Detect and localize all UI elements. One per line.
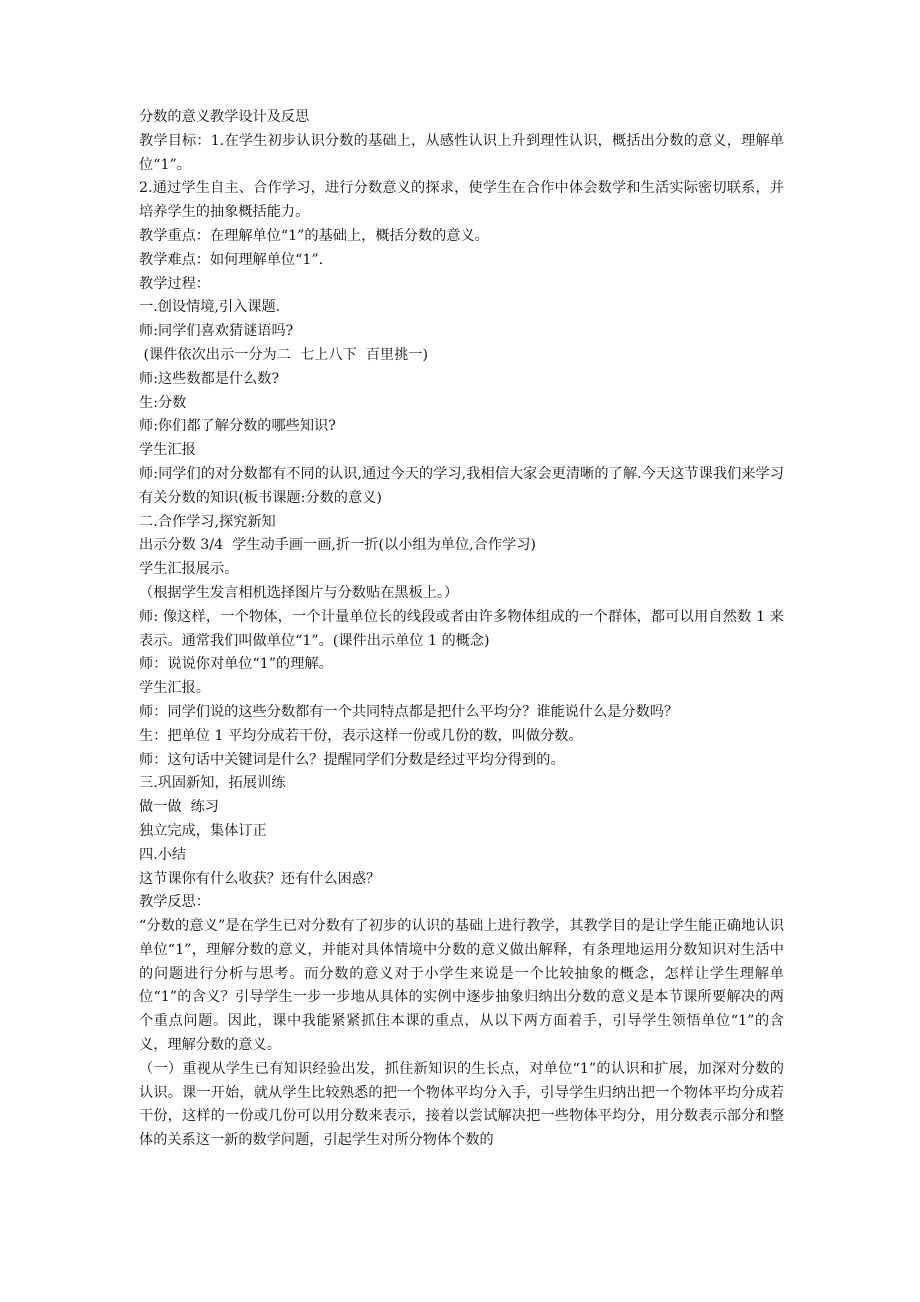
dialogue-line: 师：这句话中关键词是什么？提醒同学们分数是经过平均分得到的。: [139, 751, 565, 768]
exercise-line: 做一做 练习: [139, 799, 219, 816]
reflection-heading: 教学反思：: [139, 894, 210, 911]
section-heading-2: 二.合作学习,探究新知: [139, 513, 276, 530]
unit-one-paragraph: 师: 像这样，一个物体，一个计量单位长的线段或者由许多物体组成的一个群体，都可以用自然数 1 来表示。通常我们叫做单位“1”。(课件出示单位 1 的概念): [139, 608, 784, 649]
dialogue-line: 学生汇报。: [139, 680, 210, 697]
section-heading-3: 三.巩固新知，拓展训练: [139, 775, 286, 792]
objective-2: 2.通过学生自主、合作学习，进行分数意义的探求，使学生在合作中体会数学和生活实际密切联系，并培养学生的抽象概括能力。: [139, 180, 784, 221]
dialogue-line: 生:分数: [139, 394, 187, 411]
dialogue-paragraph: 师:同学们的对分数都有不同的认识,通过今天的学习,我相信大家会更清晰的了解.今天这节课我们来学习有关分数的知识(板书课题:分数的意义): [139, 465, 784, 506]
dialogue-line: 师：同学们说的这些分数都有一个共同特点都是把什么平均分？谁能说什么是分数吗？: [139, 703, 679, 720]
document-page: [139, 106, 784, 1153]
dialogue-line: 学生汇报展示。: [139, 561, 239, 578]
exercise-line: 独立完成，集体订正: [139, 822, 267, 839]
section-heading-1: 一.创设情境,引入课题.: [139, 299, 281, 316]
summary-question: 这节课你有什么收获？还有什么困惑？: [139, 870, 381, 887]
dialogue-line: 生：把单位 1 平均分成若干份，表示这样一份或几份的数，叫做分数。: [139, 727, 583, 744]
dialogue-line: 师:你们都了解分数的哪些知识?: [139, 418, 336, 435]
courseware-note: (课件依次出示一分为二 七上八下 百里挑一): [139, 346, 428, 363]
dialogue-line: 师：说说你对单位“1”的理解。: [139, 656, 333, 673]
reflection-paragraph-1: “分数的意义”是在学生已对分数有了初步的认识的基础上进行教学，其教学目的是让学生能正确地认识单位“1”，理解分数的意义，并能对具体情境中分数的意义做出解释，有条理地运用分数知识对生活中的问题进行分析与思考。而分数的意义对于小学生来说是一个比较抽象的概念，怎样让学生理解单位“1”的含义？引导学生一步一步地从具体的实例中逐步抽象归纳出分数的意义是本节课所要解决的两个重点问题。因此，课中我能紧紧抓住本课的重点，从以下两方面着手，引导学生领悟单位“1”的含义，理解分数的意义。: [139, 918, 784, 1054]
teaching-difficulty: 教学难点：如何理解单位“1”.: [139, 251, 324, 268]
process-heading: 教学过程：: [139, 275, 210, 292]
dialogue-line: 师:同学们喜欢猜谜语吗?: [139, 323, 294, 340]
dialogue-line: 师:这些数都是什么数?: [139, 370, 280, 387]
dialogue-line: 学生汇报: [139, 442, 196, 459]
objective-1: 教学目标：1.在学生初步认识分数的基础上，从感性认识上升到理性认识，概括出分数的意义，理解单位“1”。: [139, 132, 784, 173]
teaching-focus: 教学重点：在理解单位“1”的基础上，概括分数的意义。: [139, 227, 489, 244]
board-note: （根据学生发言相机选择图片与分数贴在黑板上。）: [139, 584, 459, 601]
document-title: 分数的意义教学设计及反思: [139, 109, 310, 125]
activity-line: 出示分数 3/4 学生动手画一画,折一折(以小组为单位,合作学习): [139, 537, 536, 554]
section-heading-4: 四.小结: [139, 846, 187, 863]
reflection-paragraph-2: （一）重视从学生已有知识经验出发，抓住新知识的生长点，对单位“1”的认识和扩展，加深对分数的认识。课一开始，就从学生比较熟悉的把一个物体平均分入手，引导学生归纳出把一个物体平均分成若干份，这样的一份或几份可以用分数来表示，接着以尝试解决把一些物体平均分，用分数表示部分和整体的关系这一新的数学问题，引起学生对所分物体个数的: [139, 1060, 784, 1149]
